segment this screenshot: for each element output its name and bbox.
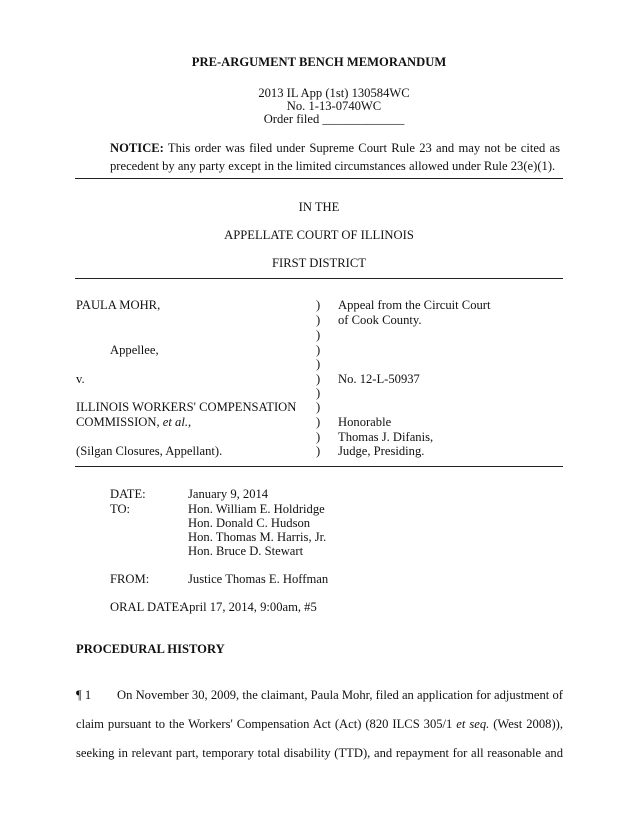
district-name: FIRST DISTRICT — [272, 256, 366, 270]
versus-label: v. — [76, 372, 85, 386]
defendant-line-1: ILLINOIS WORKERS' COMPENSATION — [76, 400, 297, 414]
caption-paren: ) — [316, 386, 321, 400]
circuit-case-number: No. 12-L-50937 — [338, 372, 420, 386]
notice-text: This order was filed under Supreme Court Rule 23 and may not be cited as precedent by any party except in the limited circumstances allowed under Rule 23(e)(1). — [110, 141, 560, 174]
paragraph-line: On November 30, 2009, the claimant, Paula Mohr, filed an application for adjustment of — [117, 688, 563, 702]
appellant-label: (Silgan Closures, Appellant). — [76, 444, 223, 458]
divider — [75, 466, 563, 467]
caption-paren: ) — [316, 372, 321, 386]
paragraph-mark: ¶ 1 — [76, 688, 92, 702]
recipient: Hon. Donald C. Hudson — [188, 516, 311, 530]
statute-year: (West 2008)), — [489, 717, 563, 731]
section-heading: PROCEDURAL HISTORY — [76, 642, 225, 656]
caption-paren: ) — [316, 343, 321, 357]
memo-title: PRE-ARGUMENT BENCH MEMORANDUM — [191, 55, 447, 69]
caption-paren: ) — [316, 415, 321, 429]
from-label: FROM: — [110, 572, 150, 586]
divider — [75, 278, 563, 279]
paragraph-line — [76, 717, 563, 732]
et-al: et al. — [162, 415, 188, 429]
caption-paren: ) — [316, 400, 321, 414]
case-number: No. 1-13-0740WC — [286, 99, 382, 113]
caption-paren: ) — [316, 430, 321, 444]
divider — [75, 178, 563, 179]
to-label: TO: — [110, 502, 131, 516]
notice-label: NOTICE: — [110, 141, 164, 155]
recipient: Hon. Thomas M. Harris, Jr. — [188, 530, 327, 544]
judge-name: Thomas J. Difanis, — [338, 430, 434, 444]
caption-paren: ) — [316, 444, 321, 458]
caption-paren: ) — [316, 357, 321, 371]
in-the-label: IN THE — [298, 200, 340, 214]
date-value: January 9, 2014 — [188, 487, 269, 501]
caption-paren: ) — [316, 313, 321, 327]
appeal-from-line-1: Appeal from the Circuit Court — [338, 298, 491, 312]
recipient: Hon. William E. Holdridge — [188, 502, 325, 516]
defendant-name: COMMISSION, — [76, 415, 163, 429]
order-filed: Order filed _____________ — [263, 112, 405, 126]
date-label: DATE: — [110, 487, 146, 501]
rule-23-notice — [110, 139, 560, 176]
oral-date-label: ORAL DATE: — [110, 600, 183, 614]
statute-text: claim pursuant to the Workers' Compensation Act (Act) (820 ILCS 305/1 — [76, 717, 457, 731]
honorable-label: Honorable — [338, 415, 392, 429]
oral-date-value: April 17, 2014, 9:00am, #5 — [180, 600, 317, 614]
comma: , — [187, 415, 192, 429]
plaintiff-name: PAULA MOHR, — [76, 298, 161, 312]
recipient: Hon. Bruce D. Stewart — [188, 544, 304, 558]
caption-paren: ) — [316, 298, 321, 312]
judge-presiding: Judge, Presiding. — [338, 444, 425, 458]
defendant-line-2 — [76, 415, 191, 430]
appeal-from-line-2: of Cook County. — [338, 313, 422, 327]
caption-paren: ) — [316, 328, 321, 342]
from-value: Justice Thomas E. Hoffman — [188, 572, 329, 586]
court-name: APPELLATE COURT OF ILLINOIS — [224, 228, 414, 242]
case-citation: 2013 IL App (1st) 130584WC — [258, 86, 410, 100]
et-seq: et seq. — [456, 717, 490, 731]
paragraph-line: seeking in relevant part, temporary total disability (TTD), and repayment for all reasonable and — [76, 746, 563, 760]
appellee-label: Appellee, — [110, 343, 159, 357]
